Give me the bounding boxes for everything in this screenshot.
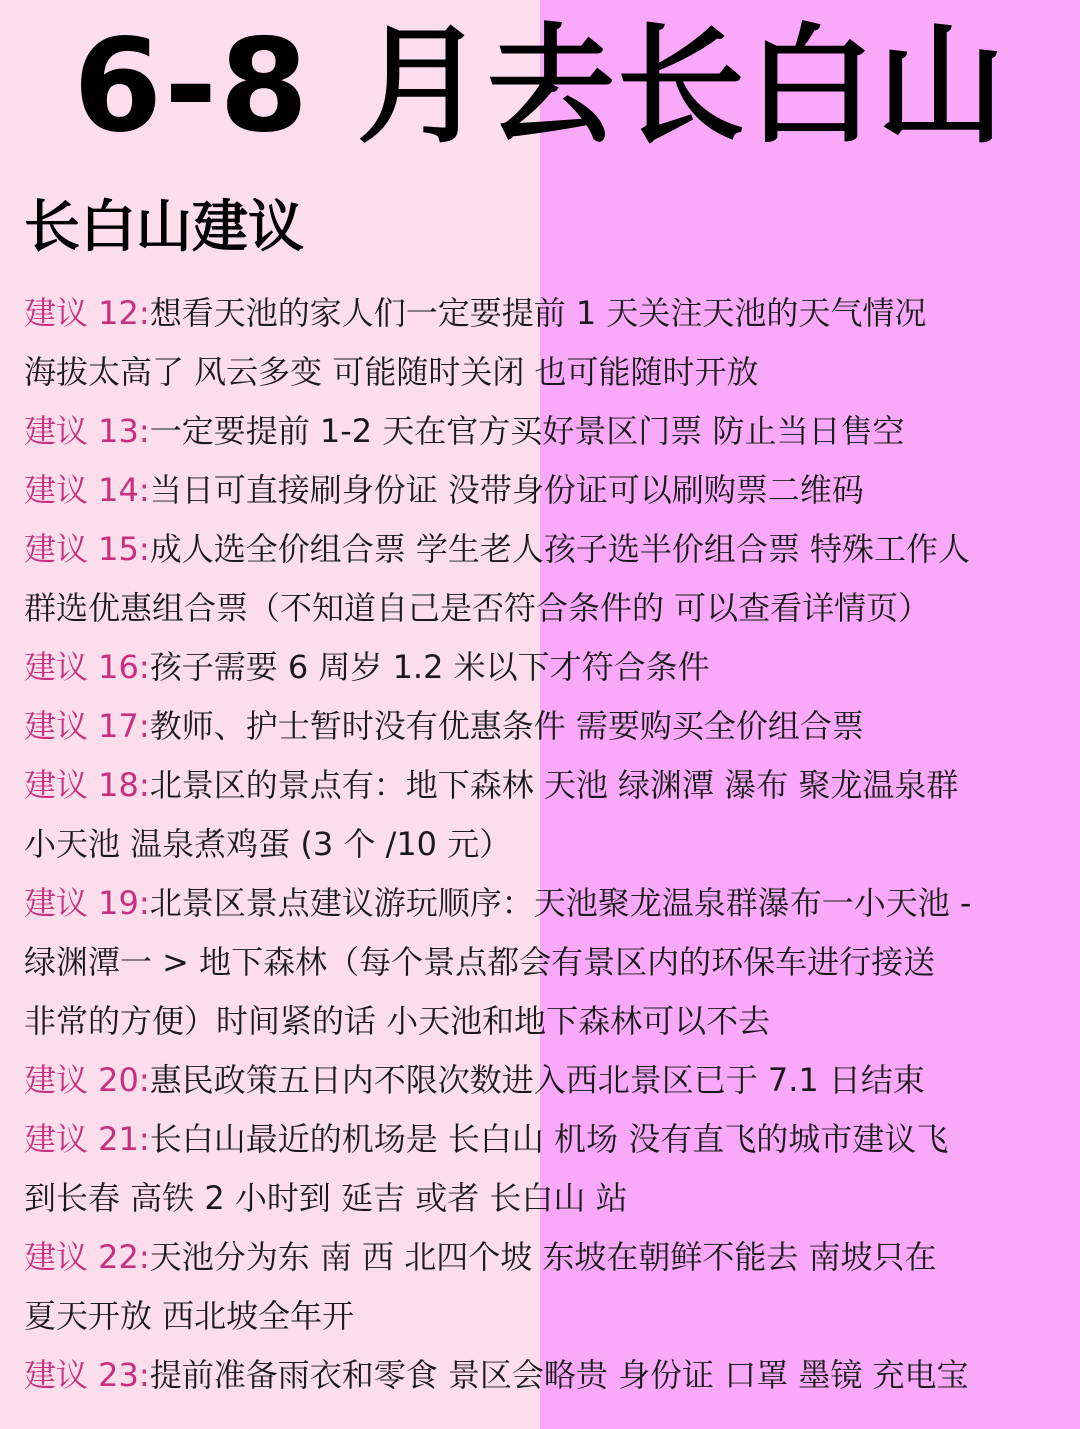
tip-line (24, 697, 1074, 756)
tip-text: 非常的方便）时间紧的话 小天池和地下森林可以不去 (24, 1002, 771, 1040)
tip-line (24, 520, 1074, 579)
tip-text: 夏天开放 西北坡全年开 (24, 1297, 355, 1335)
tip-label: 建议 13: (24, 412, 150, 450)
tip-label: 建议 17: (24, 707, 150, 745)
main-title: 6-8 月去长白山 (73, 12, 1007, 161)
tip-label: 建议 19: (24, 884, 150, 922)
tip-text: 北景区的景点有：地下森林 天池 绿渊潭 瀑布 聚龙温泉群 (149, 766, 959, 804)
tip-continuation-line (24, 1169, 1074, 1228)
tip-text: 当日可直接刷身份证 没带身份证可以刷购票二维码 (149, 471, 864, 509)
tip-continuation-line (24, 343, 1074, 402)
tip-line (24, 1346, 1074, 1405)
tip-line (24, 1228, 1074, 1287)
tip-text: 群选优惠组合票（不知道自己是否符合条件的 可以查看详情页） (24, 589, 931, 627)
section-title: 长白山建议 (24, 195, 304, 260)
tip-label: 建议 12: (24, 294, 150, 332)
tip-line (24, 461, 1074, 520)
tip-label: 建议 22: (24, 1238, 150, 1276)
tip-text: 惠民政策五日内不限次数进入西北景区已于 7.1 日结束 (149, 1061, 925, 1099)
tip-continuation-line (24, 933, 1074, 992)
tip-label: 建议 14: (24, 471, 150, 509)
tip-text: 长白山最近的机场是 长白山 机场 没有直飞的城市建议飞 (149, 1120, 949, 1158)
tip-text: 到长春 高铁 2 小时到 延吉 或者 长白山 站 (24, 1179, 628, 1217)
tip-line (24, 284, 1074, 343)
tip-text: 绿渊潭一 > 地下森林（每个景点都会有景区内的环保车进行接送 (24, 943, 936, 981)
tip-text: 提前准备雨衣和零食 景区会略贵 身份证 口罩 墨镜 充电宝 (149, 1356, 969, 1394)
tip-continuation-line (24, 992, 1074, 1051)
tip-line (24, 874, 1074, 933)
tip-label: 建议 15: (24, 530, 150, 568)
tip-continuation-line (24, 815, 1074, 874)
tip-label: 建议 16: (24, 648, 150, 686)
tip-line (24, 756, 1074, 815)
tip-label: 建议 18: (24, 766, 150, 804)
tip-text: 教师、护士暂时没有优惠条件 需要购买全价组合票 (149, 707, 864, 745)
tip-continuation-line (24, 1287, 1074, 1346)
tip-text: 北景区景点建议游玩顺序：天池聚龙温泉群瀑布一小天池 - (149, 884, 972, 922)
tip-text: 天池分为东 南 西 北四个坡 东坡在朝鲜不能去 南坡只在 (149, 1238, 937, 1276)
tip-line (24, 1110, 1074, 1169)
tip-label: 建议 23: (24, 1356, 150, 1394)
tips-list (24, 284, 1074, 1405)
tip-line (24, 402, 1074, 461)
tip-continuation-line (24, 579, 1074, 638)
tip-text: 孩子需要 6 周岁 1.2 米以下才符合条件 (149, 648, 710, 686)
tip-label: 建议 21: (24, 1120, 150, 1158)
tip-text: 小天池 温泉煮鸡蛋 (3 个 /10 元） (24, 825, 512, 863)
tip-label: 建议 20: (24, 1061, 150, 1099)
tip-line (24, 1051, 1074, 1110)
tip-text: 成人选全价组合票 学生老人孩子选半价组合票 特殊工作人 (149, 530, 971, 568)
tip-line (24, 638, 1074, 697)
tip-text: 海拔太高了 风云多变 可能随时关闭 也可能随时开放 (24, 353, 759, 391)
tip-text: 一定要提前 1-2 天在官方买好景区门票 防止当日售空 (149, 412, 905, 450)
tip-text: 想看天池的家人们一定要提前 1 天关注天池的天气情况 (149, 294, 927, 332)
